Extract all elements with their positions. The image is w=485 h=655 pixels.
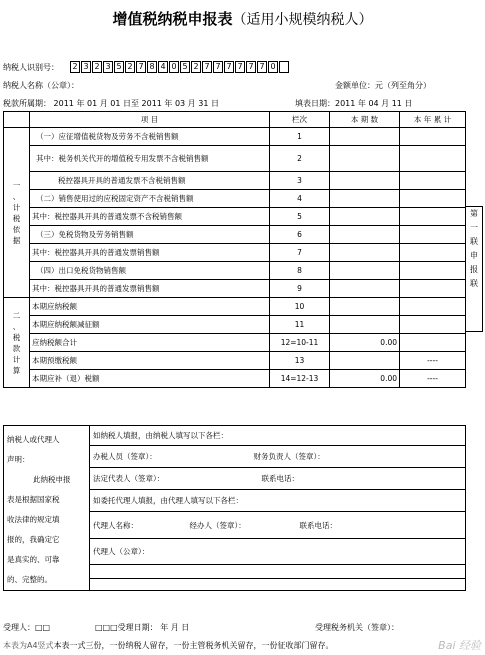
declaration-statement	[4, 426, 90, 591]
row-current: 0.00	[330, 370, 400, 388]
row-label: 其中：税控器具开具的普通发票销售额	[30, 244, 270, 262]
row-line: 3	[270, 172, 330, 190]
taxpayer-id-digit: 3	[103, 61, 113, 73]
taxpayer-id-digit: 4	[158, 61, 168, 73]
row-label: （一）应征增值税货物及劳务不含税销售额	[30, 128, 270, 146]
row-ytd	[400, 208, 466, 226]
row-label: 本期预缴税额	[30, 352, 270, 370]
row-current	[330, 208, 400, 226]
taxpayer-id-digit: 7	[224, 61, 234, 73]
footer-note	[3, 640, 334, 651]
row-label: （三）免税货物及劳务销售额	[30, 226, 270, 244]
col-item: 项 目	[30, 112, 270, 128]
taxpayer-id-digit: 7	[246, 61, 256, 73]
table-row	[4, 262, 466, 280]
row-ytd	[400, 316, 466, 334]
row-ytd	[400, 172, 466, 190]
row-label: 应纳税额合计	[30, 334, 270, 352]
row-ytd	[400, 190, 466, 208]
agent-name-row	[90, 512, 466, 538]
row-current	[330, 298, 400, 316]
handler-label: 办税人员（签章）：	[93, 452, 157, 462]
row-ytd	[400, 146, 466, 172]
phone1-label: 联系电话：	[261, 474, 299, 484]
declaration-section	[3, 425, 466, 591]
row-ytd	[400, 226, 466, 244]
page-title	[0, 8, 485, 29]
taxpayer-id-digit: 2	[70, 61, 80, 73]
taxpayer-id-digit: 3	[81, 61, 91, 73]
table-row	[4, 280, 466, 298]
category-tax-calc: 二 、 税 款 计 算	[4, 298, 30, 388]
taxpayer-id-digit: 7	[213, 61, 223, 73]
col-ytd: 本 年 累 计	[400, 112, 466, 128]
footer-note-text: 本表一式三份，一份纳税人留存，一份主管税务机关留存，一份征收部门留存。	[53, 641, 334, 650]
row-current	[330, 262, 400, 280]
agent-seal-label: 代理人（公章）：	[93, 546, 150, 556]
taxpayer-id-digit: 7	[257, 61, 267, 73]
decl-line: 报的，我确定它	[7, 535, 60, 544]
finance-label: 财务负责人（签章）：	[253, 452, 325, 462]
taxpayer-id-digit: 7	[136, 61, 146, 73]
copy-label-char: 报	[470, 265, 478, 274]
taxpayer-id-digit: 0	[268, 61, 278, 73]
row-label: 其中：税控器具开具的普通发票销售额	[30, 280, 270, 298]
taxpayer-id-digit: 7	[235, 61, 245, 73]
decl-line: 的、完整的。	[7, 575, 52, 584]
row-current	[330, 172, 400, 190]
taxpayer-id-digit: 7	[202, 61, 212, 73]
row-current	[330, 280, 400, 298]
receive-date-label: □□□受理日期： 年 月 日	[95, 623, 190, 632]
row-label: 其中：税控器具开具的普通发票不含税销售额	[30, 208, 270, 226]
receiver-label: 受理人：□□	[3, 623, 51, 632]
copy-label	[465, 206, 483, 332]
amount-unit: 金额单位：元（列至角分）	[335, 81, 431, 90]
row-line: 6	[270, 226, 330, 244]
table-row	[4, 352, 466, 370]
row-label: （二）销售使用过的应税固定资产不含税销售额	[30, 190, 270, 208]
agent-seal-row	[90, 538, 466, 564]
row-current	[330, 190, 400, 208]
row-line: 11	[270, 316, 330, 334]
decl-line: 收法律的规定填	[7, 515, 60, 524]
agent-filing-header: 如委托代理人填报，由代理人填写以下各栏：	[90, 490, 466, 512]
taxpayer-name-label: 纳税人名称（公章）：	[3, 81, 79, 90]
row-label: 本期应纳税额减征额	[30, 316, 270, 334]
table-header-row	[4, 112, 466, 128]
col-line: 栏次	[270, 112, 330, 128]
row-ytd: ----	[400, 370, 466, 388]
agent-name-label: 代理人名称：	[93, 520, 138, 530]
taxpayer-id-digit: 2	[92, 61, 102, 73]
declaration-table	[3, 111, 466, 388]
row-current	[330, 226, 400, 244]
taxpayer-id-digit: 0	[169, 61, 179, 73]
row-current	[330, 316, 400, 334]
taxpayer-id-digit	[279, 61, 289, 73]
row-line: 13	[270, 352, 330, 370]
legal-rep-row	[90, 468, 466, 490]
row-current	[330, 128, 400, 146]
filed-date: 填表日期：2011 年 04 月 11 日	[295, 99, 413, 108]
taxpayer-id-label: 纳税人识别号：	[3, 63, 59, 72]
row-label: （四）出口免税货物销售额	[30, 262, 270, 280]
taxpayer-id-digit: 5	[114, 61, 124, 73]
copy-label-char: 第	[470, 209, 478, 218]
table-row	[4, 172, 466, 190]
row-line: 2	[270, 146, 330, 172]
taxpayer-id-digit: 5	[180, 61, 190, 73]
row-label: 税控器具开具的普通发票不含税销售额	[30, 172, 270, 190]
row-label: 本期应补（退）税额	[30, 370, 270, 388]
copy-label-char: 一	[470, 223, 478, 232]
taxpayer-id-digit: 8	[147, 61, 157, 73]
row-line: 14=12-13	[270, 370, 330, 388]
table-row	[4, 298, 466, 316]
decl-line: 纳税人或代理人	[7, 435, 60, 444]
footer-note-prefix: 本表为A4竖式	[3, 641, 54, 650]
decl-line: 此纳税申报	[33, 475, 71, 484]
table-row	[4, 334, 466, 352]
row-line: 7	[270, 244, 330, 262]
row-ytd	[400, 280, 466, 298]
table-row	[4, 190, 466, 208]
phone2-label: 联系电话：	[299, 520, 337, 530]
row-ytd	[400, 298, 466, 316]
row-ytd	[400, 244, 466, 262]
decl-line: 声明：	[7, 455, 30, 464]
row-ytd	[400, 334, 466, 352]
tax-period: 税款所属期： 2011 年 01 月 01 日至 2011 年 03 月 31 日	[3, 99, 219, 108]
row-current: 0.00	[330, 334, 400, 352]
row-line: 10	[270, 298, 330, 316]
category-tax-basis: 一 、 计 税 依 据	[4, 128, 30, 298]
table-row	[4, 208, 466, 226]
table-row	[4, 128, 466, 146]
title-sub: （适用小规模纳税人）	[232, 12, 373, 28]
row-line: 4	[270, 190, 330, 208]
row-label: 其中：税务机关代开的增值税专用发票不含税销售额	[30, 146, 270, 172]
copy-label-char: 联	[470, 237, 478, 246]
tax-office-label: 受理税务机关（签章）：	[315, 623, 399, 632]
taxpayer-id-digit: 2	[125, 61, 135, 73]
row-current	[330, 352, 400, 370]
decl-line: 表是根据国家税	[7, 495, 60, 504]
row-line: 1	[270, 128, 330, 146]
watermark: Bai 经验	[438, 639, 481, 652]
row-ytd	[400, 262, 466, 280]
row-line: 8	[270, 262, 330, 280]
row-ytd: ----	[400, 352, 466, 370]
row-ytd	[400, 128, 466, 146]
table-row	[4, 226, 466, 244]
table-row	[4, 316, 466, 334]
title-main: 增值税纳税申报表	[112, 10, 233, 28]
self-filing-header: 如纳税人填报，由纳税人填写以下各栏：	[90, 426, 466, 446]
table-row	[4, 244, 466, 262]
row-label: 本期应纳税额	[30, 298, 270, 316]
copy-label-char: 联	[470, 279, 478, 288]
row-line: 9	[270, 280, 330, 298]
row-current	[330, 244, 400, 262]
col-current: 本 期 数	[330, 112, 400, 128]
row-line: 12=10-11	[270, 334, 330, 352]
operator-label: 经办人（签章）：	[189, 520, 246, 530]
table-row	[4, 146, 466, 172]
row-line: 5	[270, 208, 330, 226]
legal-rep-label: 法定代表人（签章）：	[93, 474, 165, 484]
row-current	[330, 146, 400, 172]
decl-line: 是真实的、可靠	[7, 555, 60, 564]
table-row	[4, 370, 466, 388]
self-handler-row	[90, 446, 466, 468]
taxpayer-id-digit: 2	[191, 61, 201, 73]
copy-label-char: 申	[470, 251, 478, 260]
